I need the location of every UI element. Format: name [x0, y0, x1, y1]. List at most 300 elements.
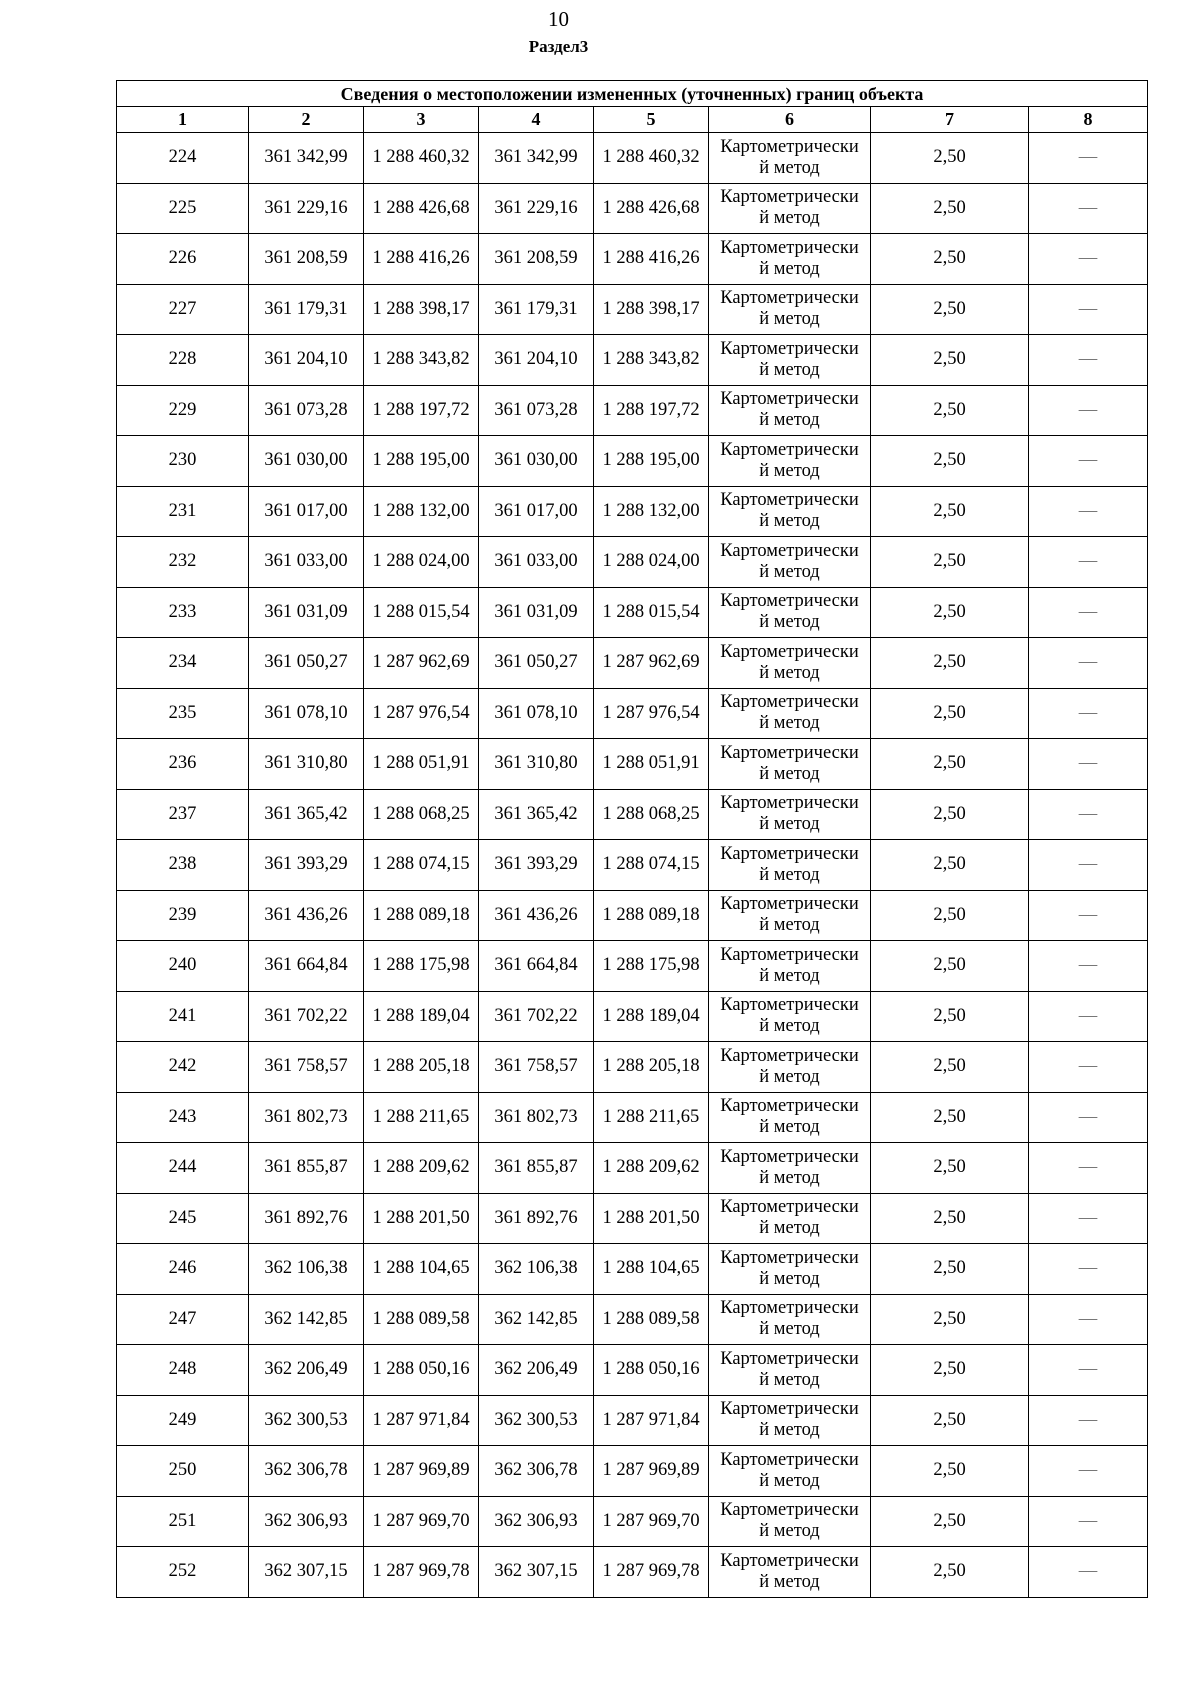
method-cell — [709, 133, 871, 184]
description-cell: — — [1029, 638, 1148, 689]
column-number: 7 — [871, 107, 1029, 133]
method-line: Картометрически — [720, 540, 859, 561]
x-coordinate-cell: 361 050,27 — [249, 638, 364, 689]
description-cell: — — [1029, 234, 1148, 285]
description-cell: — — [1029, 486, 1148, 537]
method-line: й метод — [759, 1521, 820, 1542]
method-line: Картометрически — [720, 793, 859, 814]
method-cell — [709, 991, 871, 1042]
x-coordinate-cell: 361 031,09 — [249, 587, 364, 638]
method-line: й метод — [759, 1420, 820, 1441]
accuracy-cell: 2,50 — [871, 739, 1029, 790]
method-line: й метод — [759, 1268, 820, 1289]
point-number-cell: 250 — [117, 1446, 249, 1497]
point-number-cell: 240 — [117, 941, 249, 992]
table-row — [117, 234, 1148, 285]
method-line: Картометрически — [720, 1449, 859, 1470]
description-cell: — — [1029, 1446, 1148, 1497]
description-cell: — — [1029, 739, 1148, 790]
y-coordinate-cell: 1 288 460,32 — [594, 133, 709, 184]
table-row — [117, 284, 1148, 335]
method-line: Картометрически — [720, 641, 859, 662]
method-line: Картометрически — [720, 1045, 859, 1066]
method-line: й метод — [759, 1167, 820, 1188]
y-coordinate-cell: 1 288 195,00 — [364, 436, 479, 487]
boundary-coordinates-table — [116, 80, 1148, 1598]
accuracy-cell: 2,50 — [871, 486, 1029, 537]
table-row — [117, 688, 1148, 739]
method-line: й метод — [759, 612, 820, 633]
x-coordinate-cell: 362 306,78 — [479, 1446, 594, 1497]
x-coordinate-cell: 361 758,57 — [479, 1042, 594, 1093]
x-coordinate-cell: 361 229,16 — [479, 183, 594, 234]
accuracy-cell: 2,50 — [871, 1395, 1029, 1446]
x-coordinate-cell: 361 758,57 — [249, 1042, 364, 1093]
x-coordinate-cell: 361 393,29 — [249, 840, 364, 891]
accuracy-cell: 2,50 — [871, 890, 1029, 941]
method-line: й метод — [759, 713, 820, 734]
accuracy-cell: 2,50 — [871, 1446, 1029, 1497]
x-coordinate-cell: 361 310,80 — [249, 739, 364, 790]
x-coordinate-cell: 362 206,49 — [249, 1345, 364, 1396]
y-coordinate-cell: 1 288 189,04 — [364, 991, 479, 1042]
method-line: й метод — [759, 814, 820, 835]
point-number-cell: 230 — [117, 436, 249, 487]
y-coordinate-cell: 1 288 201,50 — [594, 1193, 709, 1244]
x-coordinate-cell: 361 802,73 — [479, 1092, 594, 1143]
table-caption: Сведения о местоположении измененных (уточненных) границ объекта — [117, 81, 1148, 107]
y-coordinate-cell: 1 287 969,70 — [364, 1496, 479, 1547]
method-line: й метод — [759, 561, 820, 582]
method-line: й метод — [759, 258, 820, 279]
x-coordinate-cell: 361 342,99 — [249, 133, 364, 184]
column-number-row — [117, 107, 1148, 133]
table-row — [117, 890, 1148, 941]
x-coordinate-cell: 362 206,49 — [479, 1345, 594, 1396]
point-number-cell: 239 — [117, 890, 249, 941]
method-line: й метод — [759, 1016, 820, 1037]
y-coordinate-cell: 1 288 195,00 — [594, 436, 709, 487]
description-cell: — — [1029, 284, 1148, 335]
description-cell: — — [1029, 587, 1148, 638]
method-cell — [709, 385, 871, 436]
accuracy-cell: 2,50 — [871, 1042, 1029, 1093]
method-line: Картометрически — [720, 389, 859, 410]
point-number-cell: 231 — [117, 486, 249, 537]
point-number-cell: 248 — [117, 1345, 249, 1396]
method-cell — [709, 890, 871, 941]
table-row — [117, 1143, 1148, 1194]
column-number: 1 — [117, 107, 249, 133]
method-line: Картометрически — [720, 1550, 859, 1571]
method-cell — [709, 537, 871, 588]
y-coordinate-cell: 1 288 209,62 — [594, 1143, 709, 1194]
accuracy-cell: 2,50 — [871, 1092, 1029, 1143]
point-number-cell: 251 — [117, 1496, 249, 1547]
accuracy-cell: 2,50 — [871, 183, 1029, 234]
point-number-cell: 229 — [117, 385, 249, 436]
accuracy-cell: 2,50 — [871, 1143, 1029, 1194]
x-coordinate-cell: 361 855,87 — [249, 1143, 364, 1194]
point-number-cell: 232 — [117, 537, 249, 588]
y-coordinate-cell: 1 288 015,54 — [364, 587, 479, 638]
method-line: й метод — [759, 157, 820, 178]
column-number: 6 — [709, 107, 871, 133]
point-number-cell: 235 — [117, 688, 249, 739]
description-cell: — — [1029, 183, 1148, 234]
x-coordinate-cell: 362 307,15 — [479, 1547, 594, 1598]
y-coordinate-cell: 1 287 976,54 — [594, 688, 709, 739]
table-row — [117, 638, 1148, 689]
method-cell — [709, 1294, 871, 1345]
y-coordinate-cell: 1 288 024,00 — [364, 537, 479, 588]
method-line: Картометрически — [720, 1298, 859, 1319]
description-cell: — — [1029, 436, 1148, 487]
y-coordinate-cell: 1 287 971,84 — [594, 1395, 709, 1446]
y-coordinate-cell: 1 288 089,18 — [364, 890, 479, 941]
description-cell: — — [1029, 1042, 1148, 1093]
y-coordinate-cell: 1 288 211,65 — [364, 1092, 479, 1143]
description-cell: — — [1029, 1193, 1148, 1244]
x-coordinate-cell: 361 802,73 — [249, 1092, 364, 1143]
y-coordinate-cell: 1 288 104,65 — [594, 1244, 709, 1295]
description-cell: — — [1029, 941, 1148, 992]
x-coordinate-cell: 362 142,85 — [479, 1294, 594, 1345]
method-line: й метод — [759, 1470, 820, 1491]
method-line: Картометрически — [720, 187, 859, 208]
method-line: й метод — [759, 1066, 820, 1087]
method-cell — [709, 1042, 871, 1093]
accuracy-cell: 2,50 — [871, 385, 1029, 436]
accuracy-cell: 2,50 — [871, 1345, 1029, 1396]
accuracy-cell: 2,50 — [871, 587, 1029, 638]
column-number: 5 — [594, 107, 709, 133]
table-row — [117, 840, 1148, 891]
x-coordinate-cell: 361 204,10 — [479, 335, 594, 386]
y-coordinate-cell: 1 288 201,50 — [364, 1193, 479, 1244]
table-row — [117, 385, 1148, 436]
x-coordinate-cell: 362 306,93 — [249, 1496, 364, 1547]
y-coordinate-cell: 1 288 132,00 — [364, 486, 479, 537]
x-coordinate-cell: 361 436,26 — [249, 890, 364, 941]
method-line: Картометрически — [720, 944, 859, 965]
description-cell: — — [1029, 1395, 1148, 1446]
description-cell: — — [1029, 385, 1148, 436]
x-coordinate-cell: 362 306,93 — [479, 1496, 594, 1547]
x-coordinate-cell: 361 393,29 — [479, 840, 594, 891]
method-line: й метод — [759, 410, 820, 431]
description-cell: — — [1029, 1345, 1148, 1396]
description-cell: — — [1029, 1143, 1148, 1194]
method-line: Картометрически — [720, 894, 859, 915]
x-coordinate-cell: 361 073,28 — [479, 385, 594, 436]
table-row — [117, 1092, 1148, 1143]
point-number-cell: 227 — [117, 284, 249, 335]
x-coordinate-cell: 361 892,76 — [249, 1193, 364, 1244]
y-coordinate-cell: 1 288 343,82 — [364, 335, 479, 386]
x-coordinate-cell: 361 017,00 — [249, 486, 364, 537]
y-coordinate-cell: 1 288 398,17 — [364, 284, 479, 335]
y-coordinate-cell: 1 288 089,58 — [594, 1294, 709, 1345]
method-cell — [709, 1092, 871, 1143]
x-coordinate-cell: 361 179,31 — [479, 284, 594, 335]
point-number-cell: 249 — [117, 1395, 249, 1446]
table-row — [117, 941, 1148, 992]
x-coordinate-cell: 361 078,10 — [479, 688, 594, 739]
table-row — [117, 1193, 1148, 1244]
accuracy-cell: 2,50 — [871, 688, 1029, 739]
x-coordinate-cell: 361 310,80 — [479, 739, 594, 790]
point-number-cell: 228 — [117, 335, 249, 386]
method-line: й метод — [759, 511, 820, 532]
y-coordinate-cell: 1 288 205,18 — [364, 1042, 479, 1093]
method-cell — [709, 335, 871, 386]
x-coordinate-cell: 362 306,78 — [249, 1446, 364, 1497]
y-coordinate-cell: 1 288 416,26 — [594, 234, 709, 285]
y-coordinate-cell: 1 288 197,72 — [364, 385, 479, 436]
column-number: 2 — [249, 107, 364, 133]
x-coordinate-cell: 361 365,42 — [249, 789, 364, 840]
point-number-cell: 237 — [117, 789, 249, 840]
method-line: Картометрически — [720, 843, 859, 864]
y-coordinate-cell: 1 287 962,69 — [364, 638, 479, 689]
y-coordinate-cell: 1 287 969,89 — [364, 1446, 479, 1497]
point-number-cell: 234 — [117, 638, 249, 689]
x-coordinate-cell: 361 855,87 — [479, 1143, 594, 1194]
method-line: й метод — [759, 1319, 820, 1340]
x-coordinate-cell: 361 030,00 — [479, 436, 594, 487]
y-coordinate-cell: 1 288 460,32 — [364, 133, 479, 184]
description-cell: — — [1029, 890, 1148, 941]
method-cell — [709, 486, 871, 537]
method-cell — [709, 688, 871, 739]
point-number-cell: 226 — [117, 234, 249, 285]
method-cell — [709, 1496, 871, 1547]
method-line: Картометрически — [720, 692, 859, 713]
method-line: Картометрически — [720, 1146, 859, 1167]
method-line: Картометрически — [720, 1500, 859, 1521]
y-coordinate-cell: 1 288 074,15 — [364, 840, 479, 891]
table-body — [117, 133, 1148, 1598]
description-cell: — — [1029, 133, 1148, 184]
point-number-cell: 244 — [117, 1143, 249, 1194]
point-number-cell: 247 — [117, 1294, 249, 1345]
table-row — [117, 1496, 1148, 1547]
accuracy-cell: 2,50 — [871, 991, 1029, 1042]
y-coordinate-cell: 1 288 050,16 — [594, 1345, 709, 1396]
description-cell: — — [1029, 840, 1148, 891]
method-line: Картометрически — [720, 591, 859, 612]
y-coordinate-cell: 1 288 416,26 — [364, 234, 479, 285]
method-cell — [709, 941, 871, 992]
point-number-cell: 252 — [117, 1547, 249, 1598]
y-coordinate-cell: 1 287 969,89 — [594, 1446, 709, 1497]
x-coordinate-cell: 362 142,85 — [249, 1294, 364, 1345]
y-coordinate-cell: 1 288 089,18 — [594, 890, 709, 941]
x-coordinate-cell: 361 664,84 — [249, 941, 364, 992]
table-row — [117, 1042, 1148, 1093]
accuracy-cell: 2,50 — [871, 133, 1029, 184]
accuracy-cell: 2,50 — [871, 941, 1029, 992]
table-row — [117, 335, 1148, 386]
description-cell: — — [1029, 537, 1148, 588]
point-number-cell: 238 — [117, 840, 249, 891]
method-cell — [709, 840, 871, 891]
method-line: Картометрически — [720, 490, 859, 511]
method-cell — [709, 183, 871, 234]
point-number-cell: 242 — [117, 1042, 249, 1093]
y-coordinate-cell: 1 288 024,00 — [594, 537, 709, 588]
x-coordinate-cell: 361 342,99 — [479, 133, 594, 184]
accuracy-cell: 2,50 — [871, 840, 1029, 891]
method-line: Картометрически — [720, 742, 859, 763]
method-line: Картометрически — [720, 1348, 859, 1369]
accuracy-cell: 2,50 — [871, 284, 1029, 335]
method-line: й метод — [759, 915, 820, 936]
x-coordinate-cell: 361 229,16 — [249, 183, 364, 234]
method-line: Картометрически — [720, 1096, 859, 1117]
method-line: й метод — [759, 359, 820, 380]
description-cell: — — [1029, 1547, 1148, 1598]
method-cell — [709, 1143, 871, 1194]
x-coordinate-cell: 361 702,22 — [249, 991, 364, 1042]
point-number-cell: 245 — [117, 1193, 249, 1244]
table-row — [117, 1547, 1148, 1598]
y-coordinate-cell: 1 288 175,98 — [594, 941, 709, 992]
x-coordinate-cell: 361 031,09 — [479, 587, 594, 638]
method-line: Картометрически — [720, 995, 859, 1016]
description-cell: — — [1029, 991, 1148, 1042]
point-number-cell: 224 — [117, 133, 249, 184]
table-row — [117, 587, 1148, 638]
accuracy-cell: 2,50 — [871, 1547, 1029, 1598]
accuracy-cell: 2,50 — [871, 638, 1029, 689]
x-coordinate-cell: 361 365,42 — [479, 789, 594, 840]
method-line: й метод — [759, 460, 820, 481]
method-line: й метод — [759, 1369, 820, 1390]
point-number-cell: 225 — [117, 183, 249, 234]
y-coordinate-cell: 1 288 343,82 — [594, 335, 709, 386]
accuracy-cell: 2,50 — [871, 1244, 1029, 1295]
method-line: Картометрически — [720, 1399, 859, 1420]
method-line: Картометрически — [720, 1247, 859, 1268]
description-cell: — — [1029, 1244, 1148, 1295]
y-coordinate-cell: 1 287 976,54 — [364, 688, 479, 739]
x-coordinate-cell: 361 208,59 — [249, 234, 364, 285]
y-coordinate-cell: 1 287 969,78 — [364, 1547, 479, 1598]
y-coordinate-cell: 1 287 971,84 — [364, 1395, 479, 1446]
accuracy-cell: 2,50 — [871, 789, 1029, 840]
method-cell — [709, 739, 871, 790]
x-coordinate-cell: 361 702,22 — [479, 991, 594, 1042]
method-line: Картометрически — [720, 439, 859, 460]
y-coordinate-cell: 1 288 175,98 — [364, 941, 479, 992]
y-coordinate-cell: 1 288 197,72 — [594, 385, 709, 436]
accuracy-cell: 2,50 — [871, 537, 1029, 588]
table-row — [117, 133, 1148, 184]
accuracy-cell: 2,50 — [871, 335, 1029, 386]
accuracy-cell: 2,50 — [871, 436, 1029, 487]
method-cell — [709, 436, 871, 487]
method-line: Картометрически — [720, 237, 859, 258]
column-number: 3 — [364, 107, 479, 133]
x-coordinate-cell: 361 204,10 — [249, 335, 364, 386]
method-line: й метод — [759, 309, 820, 330]
description-cell: — — [1029, 1092, 1148, 1143]
y-coordinate-cell: 1 288 089,58 — [364, 1294, 479, 1345]
table-row — [117, 1446, 1148, 1497]
description-cell: — — [1029, 335, 1148, 386]
description-cell: — — [1029, 1294, 1148, 1345]
page-number: 10 — [548, 7, 569, 31]
accuracy-cell: 2,50 — [871, 1294, 1029, 1345]
x-coordinate-cell: 361 033,00 — [249, 537, 364, 588]
table-row — [117, 739, 1148, 790]
y-coordinate-cell: 1 288 050,16 — [364, 1345, 479, 1396]
method-cell — [709, 1345, 871, 1396]
point-number-cell: 246 — [117, 1244, 249, 1295]
table-row — [117, 1345, 1148, 1396]
y-coordinate-cell: 1 288 132,00 — [594, 486, 709, 537]
x-coordinate-cell: 361 033,00 — [479, 537, 594, 588]
point-number-cell: 236 — [117, 739, 249, 790]
y-coordinate-cell: 1 288 074,15 — [594, 840, 709, 891]
table-row — [117, 1294, 1148, 1345]
x-coordinate-cell: 361 436,26 — [479, 890, 594, 941]
table-row — [117, 183, 1148, 234]
method-cell — [709, 1244, 871, 1295]
method-line: й метод — [759, 864, 820, 885]
method-cell — [709, 284, 871, 335]
table-row — [117, 991, 1148, 1042]
x-coordinate-cell: 361 050,27 — [479, 638, 594, 689]
description-cell: — — [1029, 688, 1148, 739]
y-coordinate-cell: 1 288 189,04 — [594, 991, 709, 1042]
method-cell — [709, 1547, 871, 1598]
table-row — [117, 789, 1148, 840]
point-number-cell: 241 — [117, 991, 249, 1042]
point-number-cell: 233 — [117, 587, 249, 638]
x-coordinate-cell: 361 017,00 — [479, 486, 594, 537]
y-coordinate-cell: 1 288 104,65 — [364, 1244, 479, 1295]
method-cell — [709, 234, 871, 285]
description-cell: — — [1029, 789, 1148, 840]
method-line: Картометрически — [720, 136, 859, 157]
x-coordinate-cell: 361 664,84 — [479, 941, 594, 992]
y-coordinate-cell: 1 287 962,69 — [594, 638, 709, 689]
method-cell — [709, 1395, 871, 1446]
method-line: Картометрически — [720, 288, 859, 309]
method-cell — [709, 638, 871, 689]
x-coordinate-cell: 362 106,38 — [249, 1244, 364, 1295]
section-title: Раздел3 — [528, 37, 589, 56]
x-coordinate-cell: 361 179,31 — [249, 284, 364, 335]
method-cell — [709, 1446, 871, 1497]
method-cell — [709, 789, 871, 840]
y-coordinate-cell: 1 288 398,17 — [594, 284, 709, 335]
y-coordinate-cell: 1 287 969,78 — [594, 1547, 709, 1598]
method-line: й метод — [759, 662, 820, 683]
description-cell: — — [1029, 1496, 1148, 1547]
y-coordinate-cell: 1 288 051,91 — [594, 739, 709, 790]
column-number: 8 — [1029, 107, 1148, 133]
method-line: й метод — [759, 1218, 820, 1239]
method-cell — [709, 587, 871, 638]
y-coordinate-cell: 1 288 209,62 — [364, 1143, 479, 1194]
table-row — [117, 436, 1148, 487]
accuracy-cell: 2,50 — [871, 234, 1029, 285]
x-coordinate-cell: 361 030,00 — [249, 436, 364, 487]
